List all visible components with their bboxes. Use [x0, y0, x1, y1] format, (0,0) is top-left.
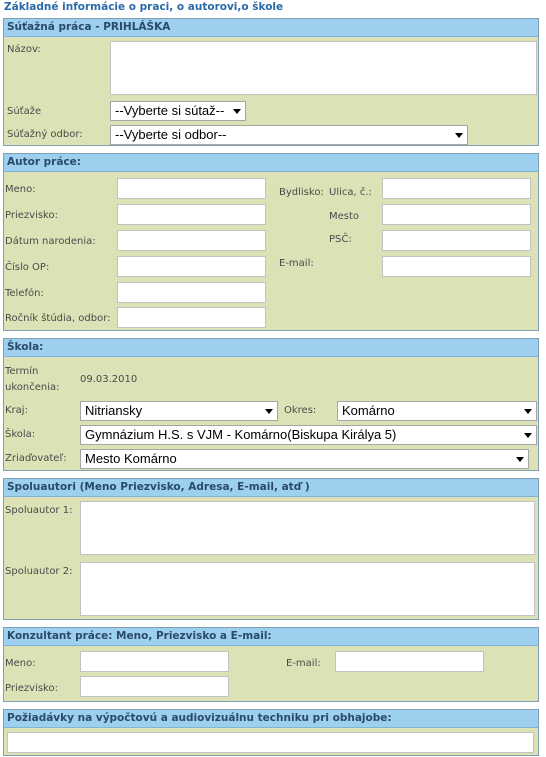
author-email-label: E-mail: [279, 258, 314, 269]
author-first-name-input[interactable] [117, 178, 266, 199]
founder-select[interactable] [80, 449, 529, 469]
work-section [3, 18, 539, 146]
author-birth-date-label: Dátum narodenia: [5, 236, 96, 247]
chevron-down-icon [233, 109, 241, 114]
coauthors-section [3, 478, 539, 620]
end-date-label-line1: Termín [5, 366, 39, 377]
author-street-input[interactable] [382, 178, 531, 199]
competition-select[interactable] [110, 101, 246, 121]
chevron-down-icon [524, 409, 532, 414]
end-date-label [5, 364, 60, 396]
founder-selected-value: Mesto Komárno [85, 451, 177, 466]
author-last-name-label: Priezvisko: [5, 210, 58, 221]
author-id-number-input[interactable] [117, 256, 266, 277]
requirements-section-header: Požiadávky na výpočtovú a audiovizuálnu techniku pri obhajobe: [4, 710, 538, 728]
author-city-label: Mesto [329, 211, 360, 222]
work-name-label: Názov: [7, 44, 41, 55]
consultant-email-label: E-mail: [286, 658, 321, 669]
author-id-number-label: Číslo OP: [5, 262, 50, 273]
coauthor1-label: Spoluautor 1: [5, 505, 73, 516]
requirements-section [3, 709, 539, 756]
author-last-name-input[interactable] [117, 204, 266, 225]
school-section-header: Škola: [4, 339, 538, 357]
school-selected-value: Gymnázium H.S. s VJM - Komárno(Biskupa Királya 5) [85, 427, 397, 442]
author-first-name-label: Meno: [5, 184, 36, 195]
author-phone-label: Telefón: [5, 288, 44, 299]
end-date-label-line2: ukončenia: [5, 382, 60, 393]
consultant-last-name-input[interactable] [80, 676, 229, 697]
requirements-input[interactable] [7, 732, 534, 753]
author-year-field-input[interactable] [117, 307, 266, 328]
coauthor2-input[interactable] [80, 562, 535, 616]
author-section [3, 153, 539, 331]
consultant-section [3, 627, 539, 702]
work-section-header: Súťažná práca - PRIHLÁŠKA [4, 19, 538, 37]
author-section-header: Autor práce: [4, 154, 538, 172]
coauthors-section-header: Spoluautori (Meno Priezvisko, Adresa, E-mail, atď ) [4, 479, 538, 497]
chevron-down-icon [516, 457, 524, 462]
region-select[interactable] [80, 401, 278, 421]
author-city-input[interactable] [382, 204, 531, 225]
author-year-field-label: Ročník štúdia, odbor: [5, 313, 111, 324]
consultant-section-header: Konzultant práce: Meno, Priezvisko a E-mail: [4, 628, 538, 646]
author-email-input[interactable] [382, 256, 531, 277]
consultant-first-name-input[interactable] [80, 651, 229, 672]
author-phone-input[interactable] [117, 282, 266, 303]
author-birth-date-input[interactable] [117, 230, 266, 251]
consultant-email-input[interactable] [335, 651, 484, 672]
chevron-down-icon [455, 133, 463, 138]
coauthor2-label: Spoluautor 2: [5, 566, 73, 577]
consultant-last-name-label: Priezvisko: [5, 683, 58, 694]
field-label: Súťažný odbor: [7, 129, 83, 140]
coauthor1-input[interactable] [80, 501, 535, 555]
district-select[interactable] [337, 401, 537, 421]
district-label: Okres: [284, 405, 317, 416]
work-name-input[interactable] [110, 41, 537, 95]
field-select[interactable] [110, 125, 468, 145]
consultant-first-name-label: Meno: [5, 658, 36, 669]
competition-selected-value: --Vyberte si sútaž-- [115, 103, 225, 118]
chevron-down-icon [265, 409, 273, 414]
page-title: Základné informácie o praci, o autorovi,o škole [4, 1, 284, 13]
competition-label: Súťaže [7, 106, 42, 117]
chevron-down-icon [524, 433, 532, 438]
end-date-value: 09.03.2010 [80, 374, 138, 385]
author-zip-input[interactable] [382, 230, 531, 251]
field-selected-value: --Vyberte si odbor-- [115, 127, 227, 142]
school-label: Škola: [5, 429, 36, 440]
region-selected-value: Nitriansky [85, 403, 143, 418]
district-selected-value: Komárno [342, 403, 395, 418]
school-select[interactable] [80, 425, 537, 445]
author-zip-label: PSČ: [329, 234, 352, 245]
founder-label: Zriaďovateľ: [5, 453, 67, 464]
author-street-label: Ulica, č.: [329, 187, 372, 198]
region-label: Kraj: [5, 405, 28, 416]
author-address-label: Bydlisko: [279, 187, 324, 198]
school-section [3, 338, 539, 471]
